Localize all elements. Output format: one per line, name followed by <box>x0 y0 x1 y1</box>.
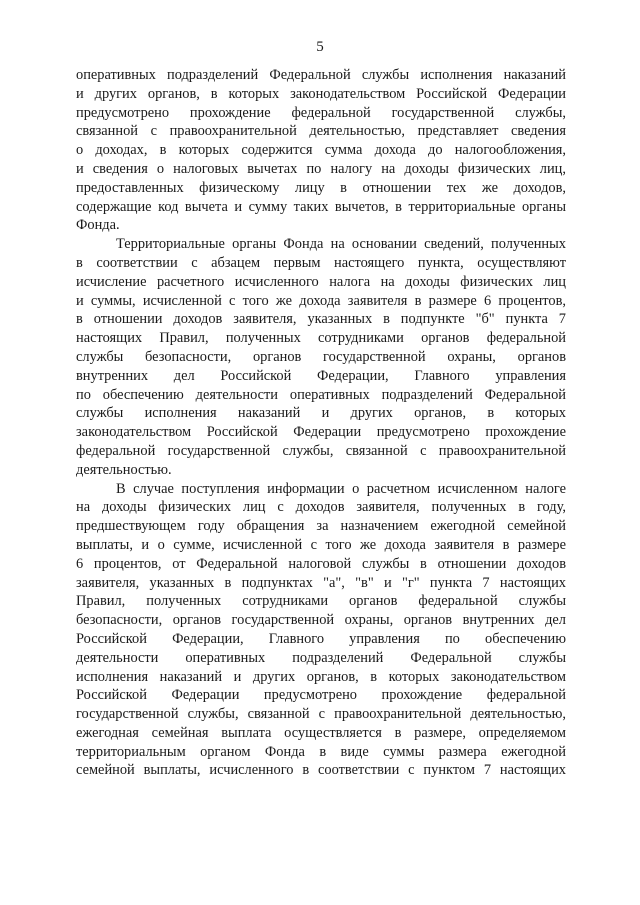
text-line: о доходах, в которых содержится сумма дохода до налогообложения, <box>76 142 566 159</box>
text-line: и суммы, исчисленной с того же дохода заявителя в размере 6 процентов, <box>76 292 566 309</box>
text-line: В случае поступления информации о расчетном исчисленном налоге <box>116 480 566 497</box>
text-line: Фонда. <box>76 217 120 234</box>
text-line: Правил, полученных сотрудниками органов федеральной службы <box>76 593 566 610</box>
text-line: территориальным органом Фонда в виде суммы размера ежегодной <box>76 743 566 760</box>
text-line: содержащие код вычета и сумму таких вычетов, в территориальные органы <box>76 198 566 215</box>
text-line: Российской Федерации предусмотрено прохождение федеральной <box>76 687 566 704</box>
text-line: 6 процентов, от Федеральной налоговой службы в отношении доходов <box>76 555 566 572</box>
page-number: 5 <box>316 39 324 55</box>
text-line: оперативных подразделений Федеральной службы исполнения наказаний <box>76 67 566 83</box>
text-line: в соответствии с абзацем первым настоящего пункта, осуществляют <box>76 254 566 271</box>
text-line: на доходы физических лиц с доходов заявителя, полученных в году, <box>76 499 566 516</box>
text-line: выплаты, и о сумме, исчисленной с того же дохода заявителя в размере <box>76 536 566 553</box>
text-line: Территориальные органы Фонда на основании сведений, полученных <box>116 236 566 253</box>
text-line: предшествующем году обращения за назначением ежегодной семейной <box>76 518 566 535</box>
text-line: безопасности, органов государственной охраны, органов внутренних дел <box>76 612 566 629</box>
paragraph <box>76 66 566 235</box>
text-line: исчисление расчетного исчисленного налога на доходы физических лиц <box>76 273 566 290</box>
text-line: и других органов, в которых законодательством Российской Федерации <box>76 85 566 102</box>
text-line: и сведения о налоговых вычетах по налогу на доходы физических лиц, <box>76 160 566 177</box>
text-line: исполнения наказаний и других органов, в которых законодательством <box>76 668 566 685</box>
text-line: законодательством Российской Федерации предусмотрено прохождение <box>76 424 566 441</box>
text-line: в отношении доходов заявителя, указанных в подпункте "б" пункта 7 <box>76 311 566 328</box>
document-body <box>76 66 566 780</box>
text-line: по обеспечению деятельности оперативных подразделений Федеральной <box>76 386 566 403</box>
text-line: деятельности оперативных подразделений Федеральной службы <box>76 649 566 666</box>
text-line: службы безопасности, органов государственной охраны, органов <box>76 348 566 365</box>
paragraph <box>76 235 566 479</box>
text-line: ежегодная семейная выплата осуществляется в размере, определяемом <box>76 724 566 741</box>
text-line: внутренних дел Российской Федерации, Главного управления <box>76 367 566 384</box>
text-line: государственной службы, связанной с правоохранительной деятельностью, <box>76 706 566 723</box>
text-line: настоящих Правил, полученных сотрудниками органов федеральной <box>76 330 566 347</box>
text-line: службы исполнения наказаний и других органов, в которых <box>76 405 566 422</box>
text-line: деятельностью. <box>76 461 172 478</box>
text-line: Российской Федерации, Главного управления по обеспечению <box>76 630 566 647</box>
text-line: заявителя, указанных в подпунктах "а", "в" и "г" пункта 7 настоящих <box>76 574 566 591</box>
text-line: предоставленных физическому лицу в отношении тех же доходов, <box>76 179 566 196</box>
text-line: предусмотрено прохождение федеральной государственной службы, <box>76 104 566 121</box>
text-line: связанной с правоохранительной деятельностью, представляет сведения <box>76 123 566 140</box>
text-line: федеральной государственной службы, связанной с правоохранительной <box>76 442 566 459</box>
paragraph <box>76 480 566 781</box>
text-line: семейной выплаты, исчисленного в соответствии с пунктом 7 настоящих <box>76 762 566 779</box>
